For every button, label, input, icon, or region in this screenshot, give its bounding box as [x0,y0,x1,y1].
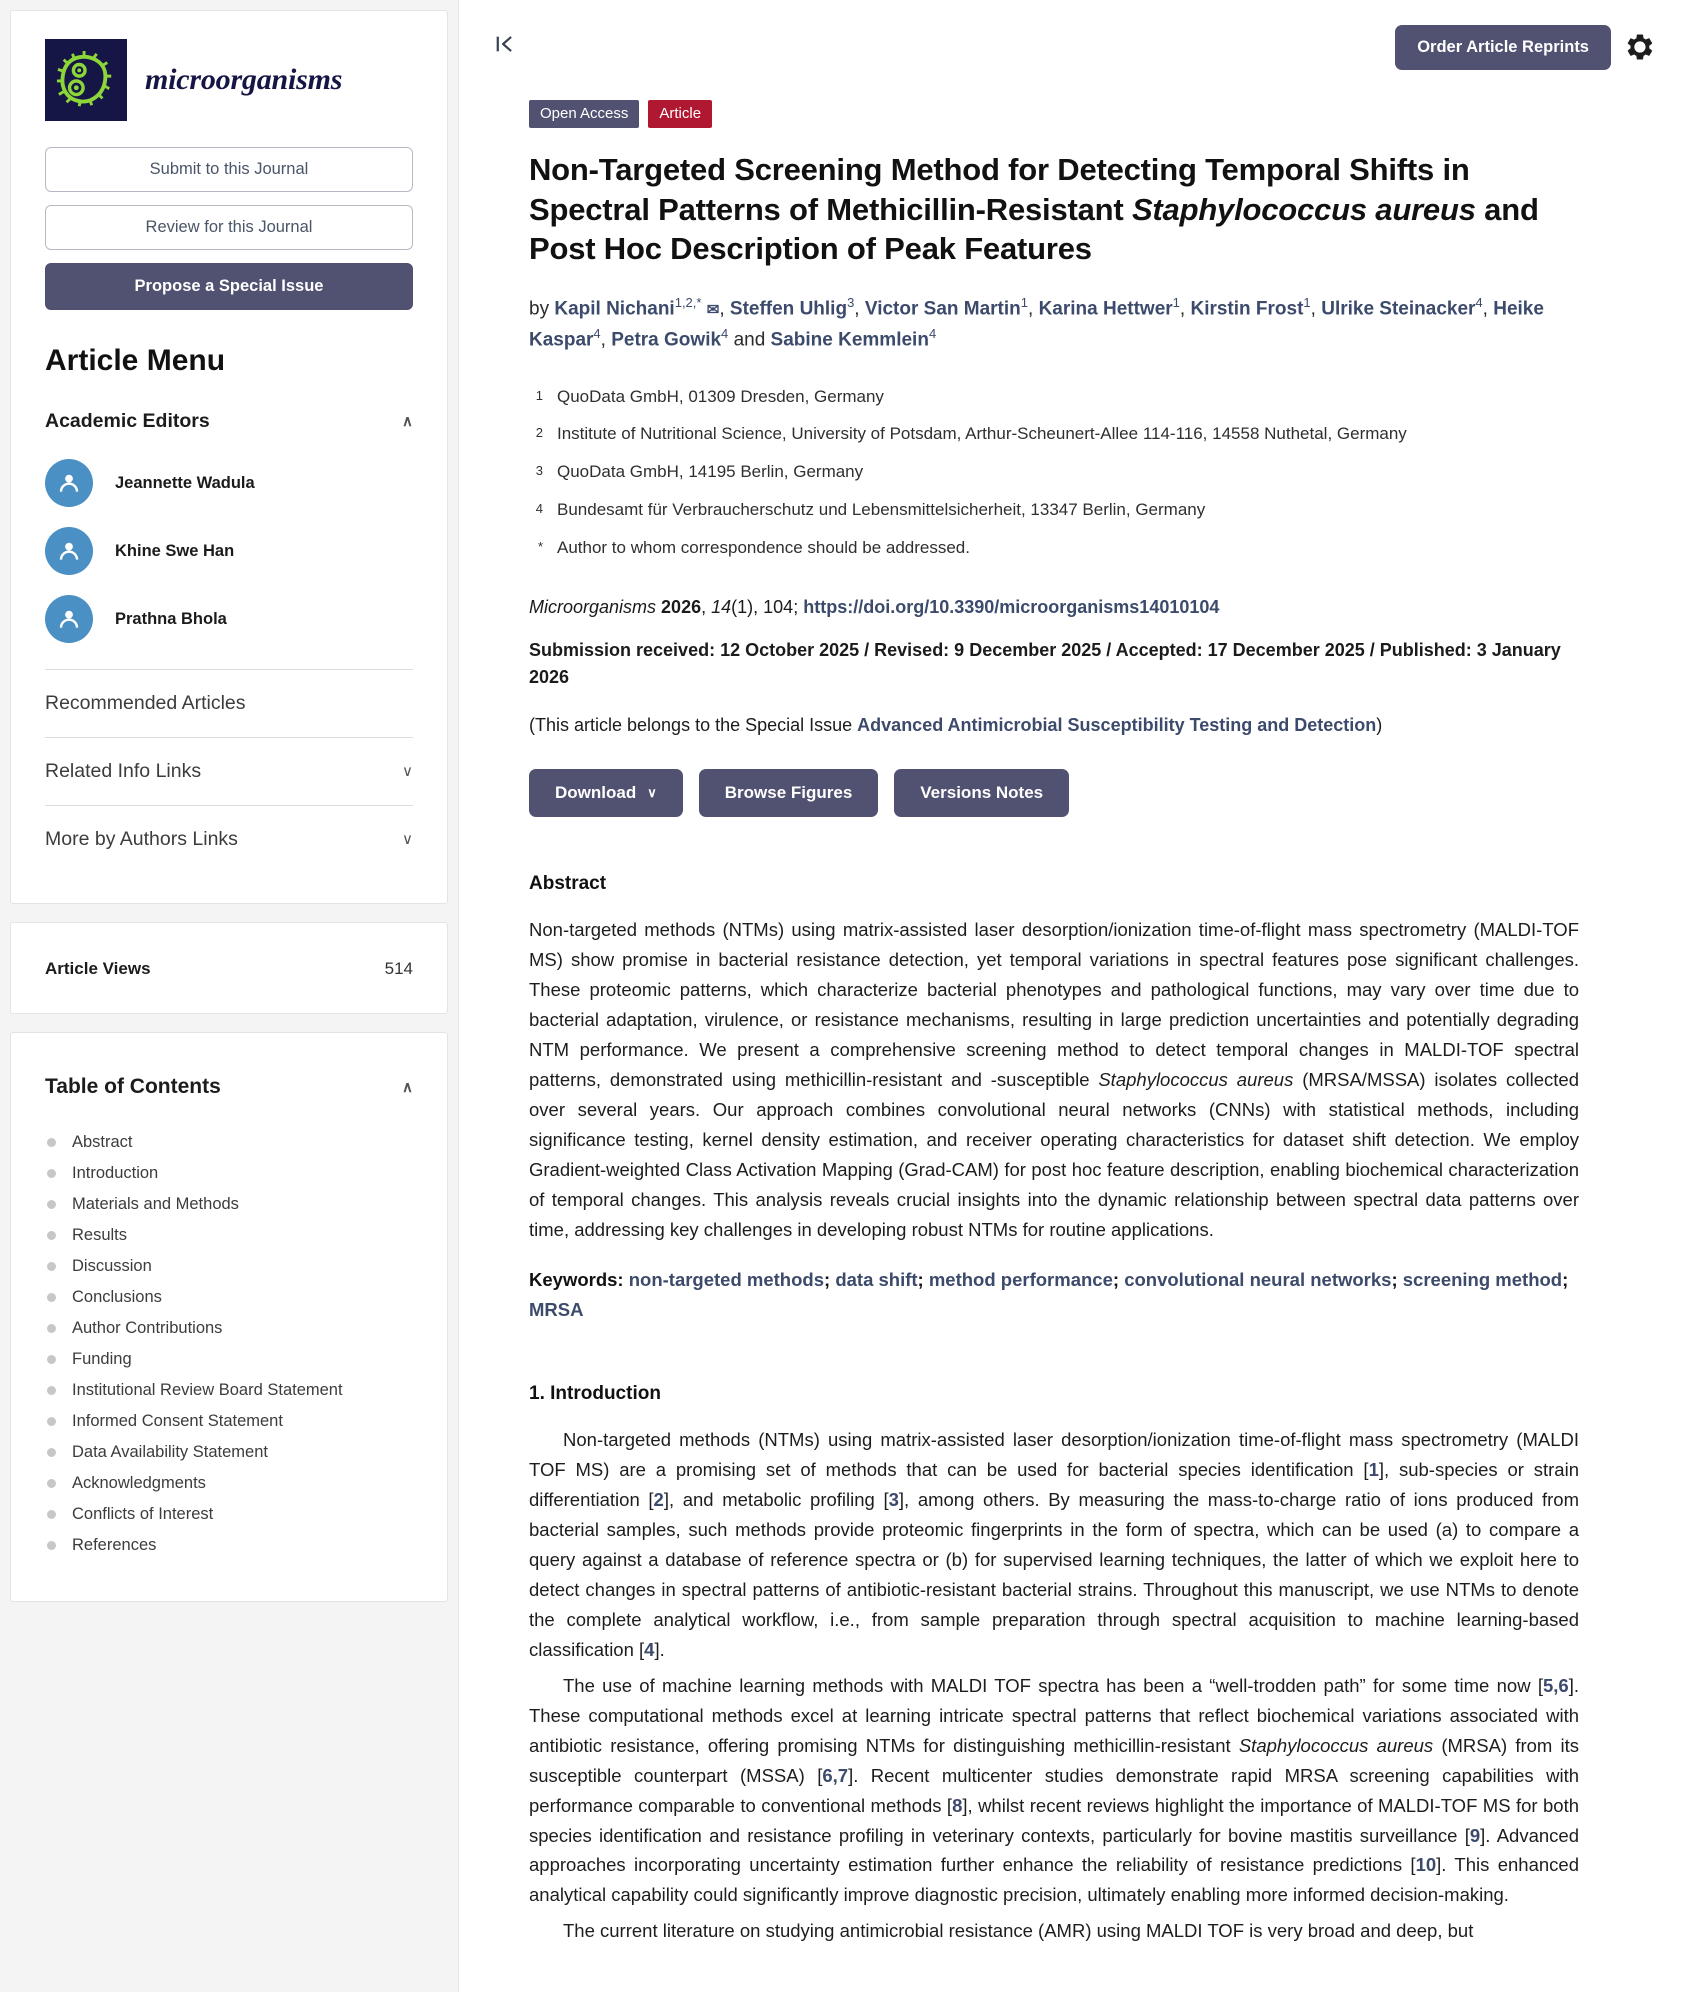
toc-item-label: Informed Consent Statement [72,1412,283,1430]
toc-item-informed-consent-statement[interactable] [45,1406,413,1437]
propose-special-issue-button[interactable]: Propose a Special Issue [45,263,413,310]
by-label: by [529,298,550,320]
toc-item-results[interactable] [45,1220,413,1251]
intro-p1-c: ], and metabolic profiling [ [663,1488,889,1510]
intro-p2-a: The use of machine learning methods with MALDI TOF spectra has been a “well-trodden path” for some time now [ [563,1674,1543,1696]
publication-dates: Submission received: 12 October 2025 / Revised: 9 December 2025 / Accepted: 17 December 2025 / Published: 3 January 2026 [529,639,1561,688]
affiliation-item [529,498,1579,522]
order-article-reprints-button[interactable]: Order Article Reprints [1395,25,1611,70]
reference-link[interactable]: 6,7 [822,1764,849,1786]
toc-header[interactable] [45,1069,413,1105]
article-views-label: Article Views [45,959,151,978]
toc-item-acknowledgments[interactable] [45,1468,413,1499]
status-badge-article-type[interactable]: Article [648,100,712,128]
avatar [45,527,93,575]
sidebar-item-label: Related Info Links [45,760,202,782]
download-button[interactable] [529,769,683,817]
editor-name: Jeannette Wadula [115,473,255,492]
reference-link[interactable]: 10 [1415,1854,1437,1876]
author-affil-marker: 4 [1475,295,1483,311]
title-part-2: and Post Hoc Description of Peak Features [529,191,1539,267]
reference-link[interactable]: 5,6 [1543,1674,1569,1696]
author-name[interactable]: Heike Kaspar [529,298,1544,351]
author-affil-marker: 4 [928,325,937,341]
author-name[interactable]: Victor San Martin [864,298,1021,320]
download-label: Download [555,783,637,803]
table-of-contents-card [10,1032,448,1602]
author-affil-marker: 1 [1020,295,1028,311]
avatar [45,459,93,507]
chevron-down-icon: ∨ [402,831,413,848]
author-affil-marker: 1,2,* [674,295,702,311]
intro-p2-e: ], whilst recent reviews highlight the importance of MALDI-TOF MS for both species identification and resistance profiling in veterinary contexts, particularly for bovine mastitis surveillance [ [529,1794,1579,1846]
affiliation-item [529,536,1579,560]
journal-card [10,10,448,904]
page-title [529,150,1579,269]
toc-item-institutional-review-board-statement[interactable] [45,1375,413,1406]
journal-name: microorganisms [145,63,343,96]
author-name[interactable]: Sabine Kemmlein [770,329,929,351]
toc-list [45,1127,413,1561]
chevron-down-icon: ∨ [402,763,413,780]
abstract-species: Staphylococcus aureus [1098,1069,1294,1091]
bullet-icon [47,1479,56,1488]
top-bar-actions [1395,25,1655,70]
toc-item-conflicts-of-interest[interactable] [45,1499,413,1530]
chevron-up-icon: ∧ [402,413,413,430]
academic-editors-header[interactable] [45,404,413,439]
intro-p2-f: ]. Advanced approaches incorporating uncertainty estimation further enhance the reliability of resistance predictions [ [529,1824,1579,1876]
bullet-icon [47,1510,56,1519]
chevron-up-icon: ∧ [402,1078,413,1096]
author-name[interactable]: Karina Hettwer [1038,298,1173,320]
article-action-buttons [529,769,1579,817]
citation-journal: Microorganisms [529,596,657,617]
citation-line: Microorganisms 2026, 14(1), 104; https://doi.org/10.3390/microorganisms14010104 [529,596,1220,617]
affiliation-text: Institute of Nutritional Science, University of Potsdam, Arthur-Scheunert-Allee 114-116, 14558 Nuthetal, Germany [557,424,1407,444]
toc-item-data-availability-statement[interactable] [45,1437,413,1468]
editor-name: Khine Swe Han [115,541,235,560]
bullet-icon [47,1293,56,1302]
keywords-label: Keywords: [529,1268,624,1290]
bullet-icon [47,1262,56,1271]
bullet-icon [47,1138,56,1147]
introduction-heading: 1. Introduction [529,1382,661,1404]
toc-item-abstract[interactable] [45,1127,413,1158]
bullet-icon [47,1448,56,1457]
article-views-row [45,959,413,979]
toc-item-label: Introduction [72,1164,159,1182]
affiliation-marker: 3 [535,463,543,479]
article-body [459,100,1689,1946]
author-affil-marker: 4 [721,325,729,341]
chevron-down-icon: ∨ [647,785,657,801]
author-list: by Kapil Nichani$^{1,2,*}$ ✉, Steffen Uhlig$^3$, Victor San Martin$^1$, Karina Hettwer$^1$, Kirstin Frost$^1$, Ulrike Steinacker$^4$, Heike Kaspar$^4$, Petra Gowik$^4$ and Sabine Kemmlein$^4$ [529,295,1544,351]
versions-notes-label: Versions Notes [920,783,1044,803]
author-affil-marker: 3 [847,295,855,311]
intro-p2-b: ]. These computational methods excel at learning intricate spectral patterns that reflect biochemical variations associated with antibiotic resistance, offering promising NTMs for distinguishing methicillin-resistant [529,1674,1579,1756]
article-views-card [10,922,448,1014]
intro-p2-g: ]. This enhanced analytical capability could significantly improve diagnostic precision, ultimately enabling more informed decision-making. [529,1854,1579,1906]
microbe-icon [45,39,127,121]
reference-link[interactable]: 4 [644,1638,655,1660]
spacer [529,1325,1579,1383]
review-for-journal-button[interactable]: Review for this Journal [45,205,413,250]
abstract-part-1: Non-targeted methods (NTMs) using matrix-assisted laser desorption/ionization time-of-flight mass spectrometry (MALDI-TOF MS) show promise in bacterial resistance detection, yet temporal variations in spectral features pose significant challenges. These proteomic patterns, which characterize bacterial phenotypes and pathological functions, may vary over time due to bacterial adaptation, virulence, or resistance mechanisms, resulting in large prediction uncertainties and potentially degrading NTM performance. We present a comprehensive screening method to detect temporal changes in MALDI-TOF spectral patterns, demonstrated using methicillin-resistant and -susceptible [529,919,1579,1091]
author-name[interactable]: Steffen Uhlig [729,298,848,320]
reference-link[interactable]: 1 [1368,1458,1379,1480]
toc-item-label: References [72,1536,157,1554]
title-part-1: Non-Targeted Screening Method for Detecting Temporal Shifts in Spectral Patterns of Methicillin-Resistant [529,152,1470,227]
toc-item-label: Acknowledgments [72,1474,206,1492]
toc-item-label: Conflicts of Interest [72,1505,214,1523]
affiliation-text: QuoData GmbH, 14195 Berlin, Germany [557,462,864,482]
affiliation-text: Bundesamt für Verbraucherschutz und Lebensmittelsicherheit, 13347 Berlin, Germany [557,499,1206,519]
reference-link[interactable]: 9 [1469,1824,1481,1846]
affiliation-marker: 4 [535,500,543,516]
affiliation-text: QuoData GmbH, 01309 Dresden, Germany [557,386,884,406]
toc-item-label: Conclusions [72,1288,162,1306]
top-bar [459,0,1689,70]
author-name[interactable]: Kirstin Frost [1190,298,1304,320]
bullet-icon [47,1324,56,1333]
article-menu-title: Article Menu [45,344,226,377]
email-icon[interactable]: ✉ [706,301,720,319]
toc-item-author-contributions[interactable] [45,1313,413,1344]
author-affil-marker: 1 [1303,295,1311,311]
toc-item-label: Abstract [72,1133,133,1151]
intro-p1-d: ], among others. By measuring the mass-to-charge ratio of ions produced from bacterial samples, such methods provide proteomic fingerprints in the form of spectra, which can be used (a) to compare a query against a database of reference spectra or (b) for supervised learning techniques, the latter of which we exploit here to detect changes in spectral patterns of antibiotic-resistant bacterial strains. Throughout this manuscript, we use NTMs to denote the complete analytical workflow, i.e., from sample preparation through spectral acquisition to machine learning-based classification [ [529,1488,1579,1660]
intro-p1-a: Non-targeted methods (NTMs) using matrix-assisted laser desorption/ionization time-of-flight mass spectrometry (MALDI TOF MS) are a promising set of methods that can be used for bacterial species identification [ [529,1428,1579,1480]
browse-figures-label: Browse Figures [724,783,853,803]
bullet-icon [47,1169,56,1178]
toc-item-label: Funding [72,1350,132,1368]
editor-name: Prathna Bhola [115,609,227,628]
status-badge-open-access[interactable]: Open Access [529,100,639,128]
author-conjunction: and [733,329,766,351]
keyword[interactable]: data shift [835,1268,918,1290]
avatar [45,595,93,643]
sidebar-item-label: More by Authors Links [45,828,238,850]
academic-editors-label: Academic Editors [45,410,210,432]
sidebar [0,0,458,1620]
submit-to-journal-button[interactable]: Submit to this Journal [45,147,413,192]
reference-link[interactable]: 8 [952,1794,963,1816]
keyword[interactable]: screening method [1402,1268,1563,1290]
special-issue-suffix: ) [1376,715,1383,736]
toc-item-references[interactable] [45,1530,413,1561]
gear-icon[interactable] [1625,32,1655,62]
reference-link[interactable]: 3 [888,1488,899,1510]
toc-item-introduction[interactable] [45,1158,413,1189]
affiliation-marker: 2 [535,425,543,441]
sidebar-item-recommended-articles[interactable] [45,670,413,738]
affiliation-item [529,460,1579,484]
sidebar-item-related-info-links[interactable] [45,738,413,806]
citation-article-number: 104 [763,596,794,617]
sidebar-item-label: Recommended Articles [45,692,246,714]
keyword[interactable]: non-targeted methods [628,1268,824,1290]
toc-item-label: Data Availability Statement [72,1443,268,1461]
editor-row[interactable] [45,459,413,507]
special-issue-prefix: (This article belongs to the Special Issue [529,715,858,736]
abstract-text [529,915,1579,1245]
bullet-icon [47,1417,56,1426]
affiliation-item [529,385,1579,409]
affiliation-text: Author to whom correspondence should be addressed. [557,537,970,557]
bullet-icon [47,1541,56,1550]
bullet-icon [47,1386,56,1395]
affiliation-marker: * [537,538,543,554]
toc-item-discussion[interactable] [45,1251,413,1282]
keyword[interactable]: convolutional neural networks [1124,1268,1392,1290]
intro-p2-species: Staphylococcus aureus [1238,1734,1434,1756]
author-name[interactable]: Ulrike Steinacker [1321,298,1476,320]
affiliation-marker: 1 [535,387,543,403]
abstract-part-2: (MRSA/MSSA) isolates collected over several years. Our approach combines convolutional neural networks (CNNs) with statistical methods, including significance testing, kernel density estimation, and receiver operating characteristics for dataset shift detection. We employ Gradient-weighted Class Activation Mapping (Grad-CAM) for post hoc feature description, enabling biochemical characterization of temporal changes. This analysis reveals crucial insights into the dynamic relationship between spectral data patterns over time, addressing key challenges in developing robust NTMs for routine applications. [529,1069,1579,1240]
browse-figures-button[interactable] [699,769,879,817]
toc-title: Table of Contents [45,1075,221,1098]
citation-year: 2026 [661,596,702,617]
intro-p1-e: ]. [654,1638,665,1660]
author-name[interactable]: Petra Gowik [611,329,722,351]
author-affil-marker: 4 [593,325,601,341]
doi-link[interactable]: https://doi.org/10.3390/microorganisms14010104 [803,596,1220,617]
introduction-paragraph-2 [529,1671,1579,1911]
title-species: Staphylococcus aureus [1131,191,1476,227]
keyword[interactable]: method performance [928,1268,1113,1290]
editor-row[interactable] [45,527,413,575]
introduction-paragraph-1 [529,1425,1579,1665]
introduction-paragraph-3: The current literature on studying antimicrobial resistance (AMR) using MALDI TOF is very broad and deep, but [563,1920,1474,1942]
toc-item-label: Discussion [72,1257,152,1275]
affiliation-item [529,422,1579,446]
affiliation-list [529,385,1579,560]
toc-item-label: Author Contributions [72,1319,223,1337]
toc-item-funding[interactable] [45,1344,413,1375]
toc-item-label: Results [72,1226,128,1244]
reference-link[interactable]: 2 [653,1488,664,1510]
keywords-line: Keywords: non-targeted methods; data shift; method performance; convolutional neural networks; screening method; MRSA [529,1268,1569,1320]
toc-item-label: Institutional Review Board Statement [72,1381,343,1399]
article-badges [529,100,1579,128]
citation-issue: (1) [731,596,754,617]
article-views-count: 514 [384,959,413,978]
special-issue-line [529,712,1579,739]
special-issue-link[interactable]: Advanced Antimicrobial Susceptibility Testing and Detection [857,715,1377,736]
abstract-heading: Abstract [529,873,607,895]
main-content [458,0,1689,1992]
intro-p1-b: ], sub-species or strain differentiation [ [529,1458,1579,1510]
bullet-icon [47,1231,56,1240]
sidebar-item-more-by-authors-links[interactable] [45,806,413,873]
bullet-icon [47,1200,56,1209]
intro-p2-d: ]. Recent multicenter studies demonstrate rapid MRSA screening capabilities with performance comparable to conventional methods [ [529,1764,1579,1816]
bullet-icon [47,1355,56,1364]
author-affil-marker: 1 [1172,295,1180,311]
keyword[interactable]: MRSA [529,1298,584,1320]
citation-volume: 14 [711,596,732,617]
journal-logo[interactable] [45,39,413,121]
collapse-sidebar-icon[interactable] [493,32,515,62]
toc-item-label: Materials and Methods [72,1195,239,1213]
toc-item-conclusions[interactable] [45,1282,413,1313]
toc-item-materials-and-methods[interactable] [45,1189,413,1220]
author-name[interactable]: Kapil Nichani [554,298,675,320]
versions-notes-button[interactable] [894,769,1069,817]
intro-p2-c: (MRSA) from its susceptible counterpart (MSSA) [ [529,1734,1579,1786]
editor-row[interactable] [45,595,413,643]
